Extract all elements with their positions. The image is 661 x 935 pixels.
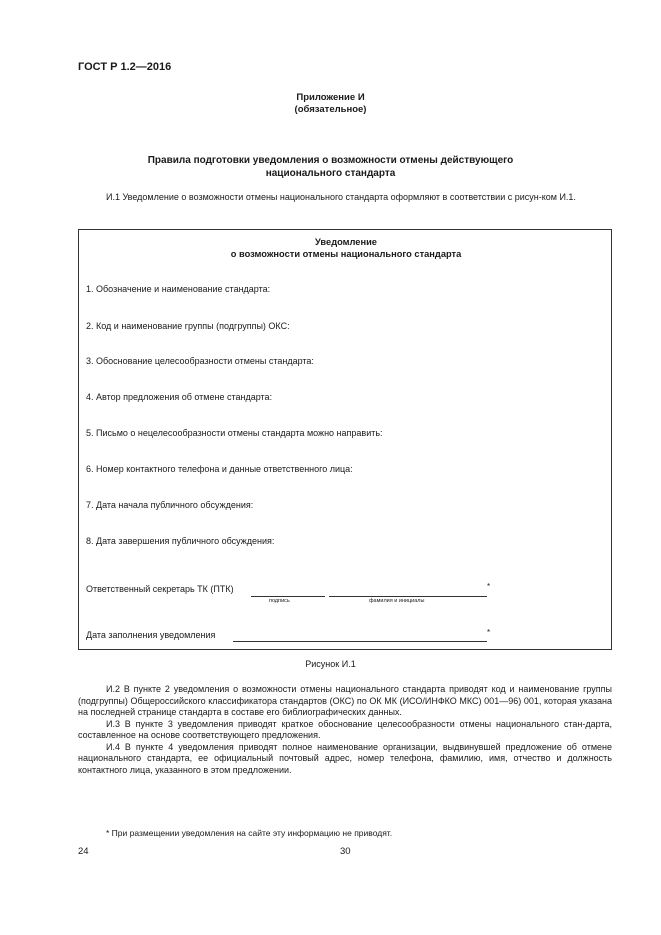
intro-paragraph: И.1 Уведомление о возможности отмены национального стандарта оформляют в соответствии с рисун-ком И.1. xyxy=(106,192,576,202)
figure-caption: Рисунок И.1 xyxy=(305,659,356,669)
notice-title-line1: Уведомление xyxy=(315,237,377,247)
section-title-line1: Правила подготовки уведомления о возможности отмены действующего xyxy=(147,155,514,166)
appendix-status: (обязательное) xyxy=(294,104,367,115)
form-item-1: 1. Обозначение и наименование стандарта: xyxy=(86,284,271,294)
paragraph-i2: И.2 В пункте 2 уведомления о возможности отмены национального стандарта приводят код и наименование группы (подгруппы) Общероссийского классификатора стандартов (ОКС) по ОК МК (ИСО/ИНФКО МКС) 001—96) 001, которая указана на последней странице стандарта в составе его библиографических данных. xyxy=(78,684,612,717)
paragraph-i4: И.4 В пункте 4 уведомления приводят полное наименование организации, выдвинувшей предложение об отмене национального стандарта, ее официальный почтовый адрес, номер телефона, фамилию, имя, отчество и должность контактного лица, указанного в этом предложении. xyxy=(78,741,612,775)
form-item-5: 5. Письмо о нецелесообразности отмены стандарта можно направить: xyxy=(86,428,383,438)
date-line[interactable] xyxy=(233,641,487,642)
notice-title-line2: о возможности отмены национального стандарта xyxy=(230,249,462,259)
form-item-8: 8. Дата завершения публичного обсуждения: xyxy=(86,536,275,546)
signature-line[interactable] xyxy=(251,596,325,597)
secretary-asterisk: * xyxy=(487,582,491,591)
footnote: * При размещении уведомления на сайте эту информацию не приводят. xyxy=(106,828,393,838)
form-item-7: 7. Дата начала публичного обсуждения: xyxy=(86,500,254,510)
date-label: Дата заполнения уведомления xyxy=(86,630,216,640)
form-item-6: 6. Номер контактного телефона и данные ответственного лица: xyxy=(86,464,353,474)
standard-header: ГОСТ Р 1.2—2016 xyxy=(78,61,172,73)
notice-form-frame xyxy=(78,229,612,650)
secretary-label: Ответственный секретарь ТК (ПТК) xyxy=(86,584,234,594)
form-item-3: 3. Обоснование целесообразности отмены стандарта: xyxy=(86,356,314,366)
page-number-center: 30 xyxy=(340,846,351,857)
explanation-block xyxy=(78,684,612,776)
signature-caption: подпись xyxy=(269,598,290,604)
paragraph-i3: И.3 В пункте 3 уведомления приводят краткое обоснование целесообразности отмены национального стан-дарта, составленное на основе соответствующего предложения. xyxy=(78,718,612,740)
date-asterisk: * xyxy=(487,628,491,637)
form-item-4: 4. Автор предложения об отмене стандарта: xyxy=(86,392,273,402)
section-title-line2: национального стандарта xyxy=(265,168,396,179)
appendix-title: Приложение И xyxy=(296,92,365,103)
name-caption: фамилия и инициалы xyxy=(369,598,425,604)
name-line[interactable] xyxy=(329,596,487,597)
page-number-left: 24 xyxy=(78,846,89,857)
form-item-2: 2. Код и наименование группы (подгруппы) ОКС: xyxy=(86,321,290,331)
